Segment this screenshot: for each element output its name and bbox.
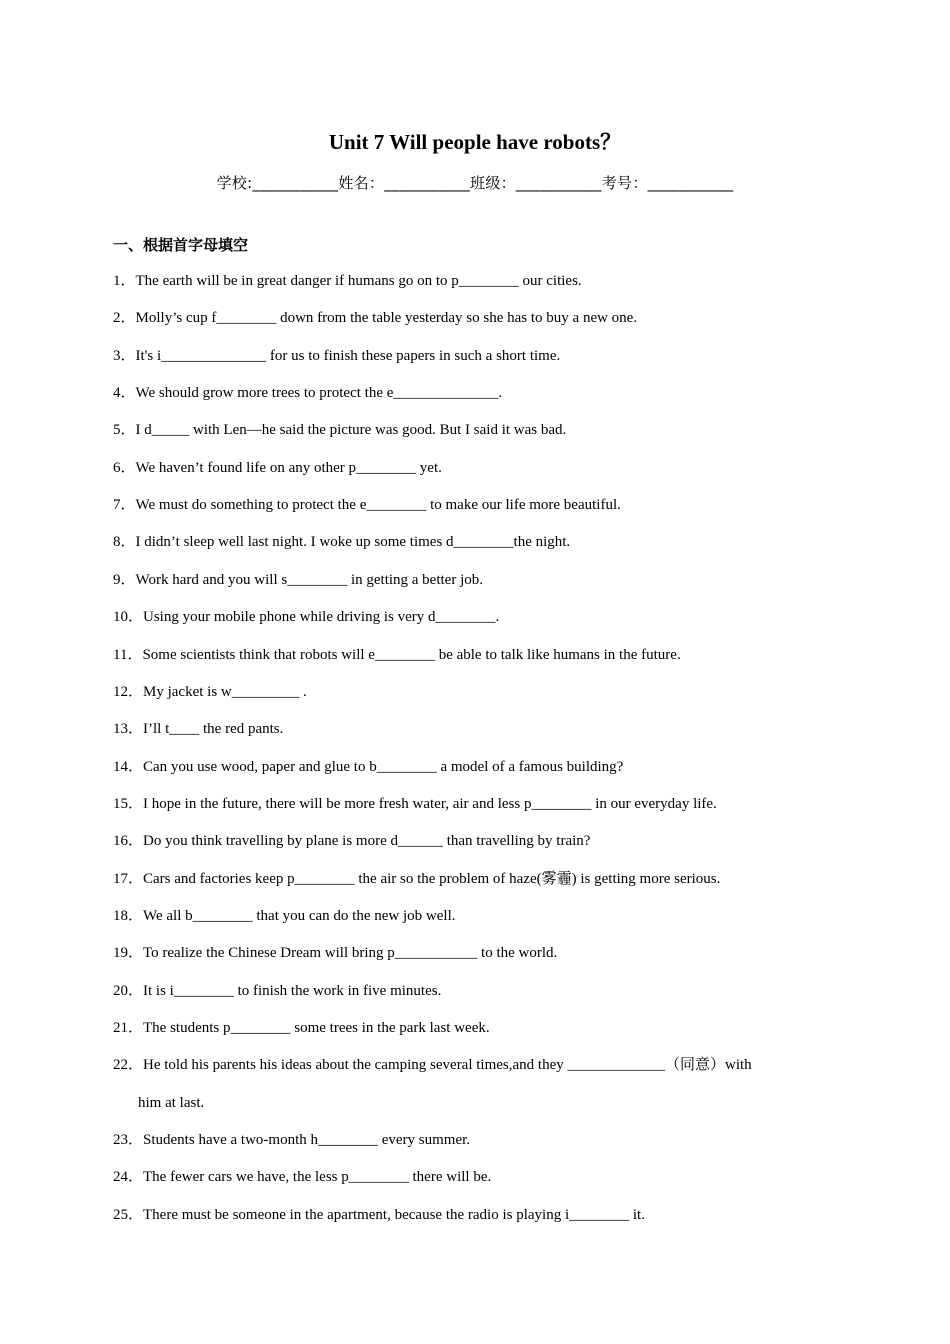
question-item — [113, 562, 843, 599]
question-number: 12． — [113, 683, 144, 700]
question-text-continuation: him at last. — [138, 1094, 205, 1111]
question-number: 15． — [113, 795, 144, 812]
question-number: 17． — [113, 870, 144, 887]
question-item — [113, 1047, 843, 1084]
question-item — [113, 786, 843, 823]
question-item — [113, 412, 843, 449]
question-text: We must do something to protect the e________ to make our life more beautiful. — [135, 497, 621, 514]
question-number: 19． — [113, 945, 144, 962]
question-item — [113, 1159, 843, 1196]
question-item — [113, 450, 843, 487]
question-number: 16． — [113, 833, 144, 850]
question-number: 9． — [113, 571, 136, 588]
question-number: 3． — [113, 347, 136, 364]
question-number: 14． — [113, 758, 144, 775]
question-item — [113, 487, 843, 524]
question-text: My jacket is w_________ . — [143, 683, 307, 700]
question-item — [113, 898, 843, 935]
question-number: 1． — [113, 273, 136, 289]
question-text: It's i______________ for us to finish these papers in such a short time. — [135, 347, 561, 364]
question-item — [113, 1197, 843, 1234]
question-text: To realize the Chinese Dream will bring p___________ to the world. — [143, 945, 558, 962]
question-item — [113, 1010, 843, 1047]
question-number: 8． — [113, 534, 136, 551]
question-item — [113, 973, 843, 1010]
question-text: I’ll t____ the red pants. — [143, 721, 284, 738]
question-text: Can you use wood, paper and glue to b________ a model of a famous building? — [143, 758, 624, 775]
question-text: I didn’t sleep well last night. I woke up some times d________the night. — [135, 534, 571, 551]
question-number: 20． — [113, 982, 144, 999]
question-item — [113, 300, 843, 337]
question-text: Cars and factories keep p________ the air so the problem of haze(雾霾) is getting more serious. — [143, 870, 721, 887]
question-number: 11． — [113, 646, 143, 663]
page-title: Unit 7 Will people have robots？ — [328, 130, 622, 154]
question-item — [113, 524, 843, 561]
question-item — [113, 599, 843, 636]
question-item — [113, 263, 843, 300]
question-number: 5． — [113, 422, 136, 439]
question-number: 4． — [113, 385, 136, 402]
question-item — [113, 711, 843, 748]
question-text: It is i________ to finish the work in five minutes. — [143, 982, 442, 999]
student-info-line: 学校:___________姓名：___________班级：___________考号：___________ — [216, 174, 734, 192]
question-number: 7． — [113, 497, 136, 514]
question-item — [113, 823, 843, 860]
question-number: 22． — [113, 1057, 144, 1074]
question-number: 2． — [113, 310, 136, 327]
question-text: Students have a two-month h________ every summer. — [143, 1132, 471, 1149]
question-text: Do you think travelling by plane is more d______ than travelling by train? — [143, 833, 591, 850]
question-number: 10． — [113, 609, 144, 626]
question-text: The earth will be in great danger if humans go on to p________ our cities. — [135, 273, 582, 289]
question-number: 25． — [113, 1206, 144, 1223]
question-item — [113, 749, 843, 786]
question-text: We haven’t found life on any other p________ yet. — [135, 459, 442, 476]
section-title: 一、根据首字母填空 — [113, 236, 249, 254]
question-text: He told his parents his ideas about the camping several times,and they _____________（同意）with — [143, 1057, 752, 1074]
question-number: 23． — [113, 1132, 144, 1149]
question-text: I hope in the future, there will be more fresh water, air and less p________ in our everyday life. — [143, 795, 717, 812]
question-text: There must be someone in the apartment, because the radio is playing i________ it. — [143, 1206, 645, 1223]
question-item — [113, 1122, 843, 1159]
question-item — [113, 861, 843, 898]
question-text: We all b________ that you can do the new job well. — [143, 907, 456, 924]
question-text: Using your mobile phone while driving is very d________. — [143, 609, 500, 626]
question-item — [113, 674, 843, 711]
question-item — [113, 375, 843, 412]
question-number: 13． — [113, 721, 144, 738]
question-text: The fewer cars we have, the less p________ there will be. — [143, 1169, 492, 1186]
question-number: 24． — [113, 1169, 144, 1186]
question-text: I d_____ with Len—he said the picture was good. But I said it was bad. — [135, 422, 567, 439]
question-item — [113, 935, 843, 972]
question-item — [113, 338, 843, 375]
question-text: Some scientists think that robots will e________ be able to talk like humans in the future. — [142, 646, 681, 663]
question-number: 21． — [113, 1020, 144, 1036]
question-text: The students p________ some trees in the park last week. — [143, 1020, 490, 1036]
question-text: We should grow more trees to protect the e______________. — [135, 385, 503, 402]
question-text: Molly’s cup f________ down from the table yesterday so she has to buy a new one. — [135, 310, 638, 327]
question-number: 18． — [113, 907, 144, 924]
question-item — [113, 637, 843, 674]
question-text: Work hard and you will s________ in getting a better job. — [135, 571, 483, 588]
question-number: 6． — [113, 459, 136, 476]
